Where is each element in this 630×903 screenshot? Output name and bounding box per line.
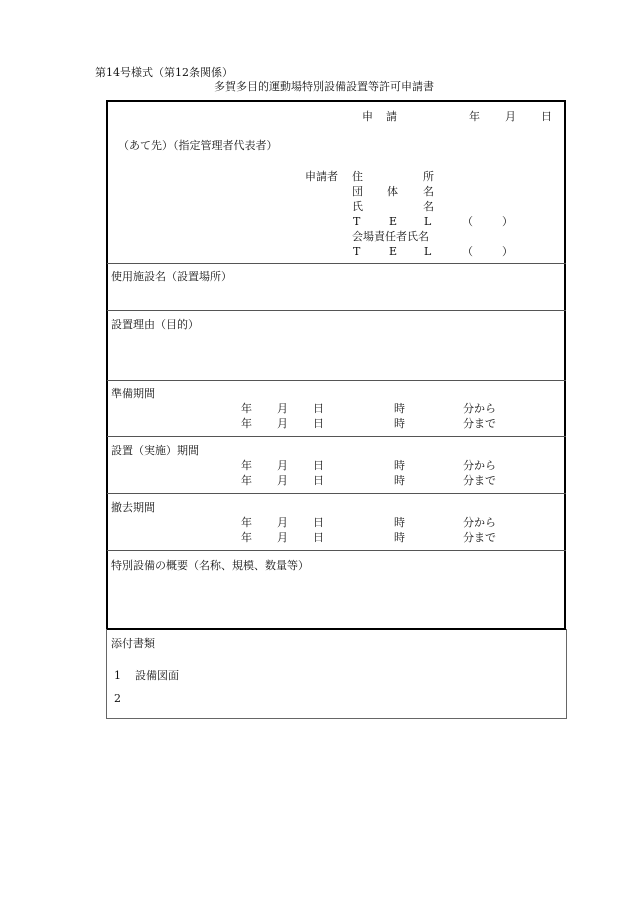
hour-unit: 時 [394, 459, 405, 472]
tel2-l: L [424, 245, 432, 258]
from-unit: 分から [463, 459, 496, 472]
hour-unit: 時 [394, 417, 405, 430]
day-unit: 日 [313, 417, 324, 430]
attachments-title: 添付書類 [111, 637, 155, 650]
setup-label: 設置（実施）期間 [111, 444, 199, 457]
day-unit: 日 [313, 402, 324, 415]
address-char-1: 住 [352, 170, 363, 183]
tel-e: E [389, 215, 398, 228]
divider [107, 436, 566, 437]
tel-paren-close: ） [502, 215, 513, 228]
venue-manager-label: 会場責任者氏名 [352, 230, 429, 243]
hour-unit: 時 [394, 531, 405, 544]
month-unit: 月 [277, 531, 288, 544]
until-unit: 分まで [463, 474, 496, 487]
month-unit: 月 [277, 402, 288, 415]
attachment-number: 2 [114, 692, 121, 705]
date-month-unit: 月 [505, 110, 516, 123]
form-number: 第14号様式（第12条関係） [95, 66, 233, 79]
from-unit: 分から [463, 516, 496, 529]
until-unit: 分まで [463, 531, 496, 544]
year-unit: 年 [241, 531, 252, 544]
attachment-number: 1 [114, 669, 121, 682]
divider [107, 493, 566, 494]
apply-char-1: 申 [362, 110, 373, 123]
org-char-2: 体 [387, 185, 398, 198]
org-char-3: 名 [423, 185, 434, 198]
month-unit: 月 [277, 474, 288, 487]
month-unit: 月 [277, 516, 288, 529]
hour-unit: 時 [394, 516, 405, 529]
tel2-paren-open: （ [462, 245, 473, 258]
facility-label: 使用施設名（設置場所） [111, 270, 232, 283]
divider [107, 550, 566, 551]
org-char-1: 団 [352, 185, 363, 198]
divider [107, 310, 566, 311]
tel-l: L [424, 215, 432, 228]
overview-label: 特別設備の概要（名称、規模、数量等） [111, 559, 309, 572]
document-title: 多賀多目的運動場特別設備設置等許可申請書 [214, 80, 434, 93]
attachment-label: 設備図面 [135, 669, 179, 682]
reason-label: 設置理由（目的） [111, 318, 199, 331]
prep-label: 準備期間 [111, 387, 155, 400]
apply-char-2: 請 [386, 110, 397, 123]
year-unit: 年 [241, 516, 252, 529]
month-unit: 月 [277, 459, 288, 472]
tel2-paren-close: ） [502, 245, 513, 258]
year-unit: 年 [241, 459, 252, 472]
divider [107, 380, 566, 381]
year-unit: 年 [241, 474, 252, 487]
year-unit: 年 [241, 417, 252, 430]
day-unit: 日 [313, 531, 324, 544]
applicant-label: 申請者 [305, 170, 338, 183]
date-day-unit: 日 [541, 110, 552, 123]
tel2-t: T [353, 245, 361, 258]
tel-paren-open: （ [462, 215, 473, 228]
address-char-2: 所 [423, 170, 434, 183]
hour-unit: 時 [394, 402, 405, 415]
tel-t: T [353, 215, 361, 228]
day-unit: 日 [313, 474, 324, 487]
from-unit: 分から [463, 402, 496, 415]
divider [107, 263, 566, 264]
day-unit: 日 [313, 516, 324, 529]
tel2-e: E [389, 245, 398, 258]
month-unit: 月 [277, 417, 288, 430]
removal-label: 撤去期間 [111, 501, 155, 514]
date-year-unit: 年 [469, 110, 480, 123]
addressee: （あて先）（指定管理者代表者） [118, 139, 278, 152]
name-char-1: 氏 [352, 200, 363, 213]
year-unit: 年 [241, 402, 252, 415]
until-unit: 分まで [463, 417, 496, 430]
name-char-2: 名 [423, 200, 434, 213]
day-unit: 日 [313, 459, 324, 472]
hour-unit: 時 [394, 474, 405, 487]
